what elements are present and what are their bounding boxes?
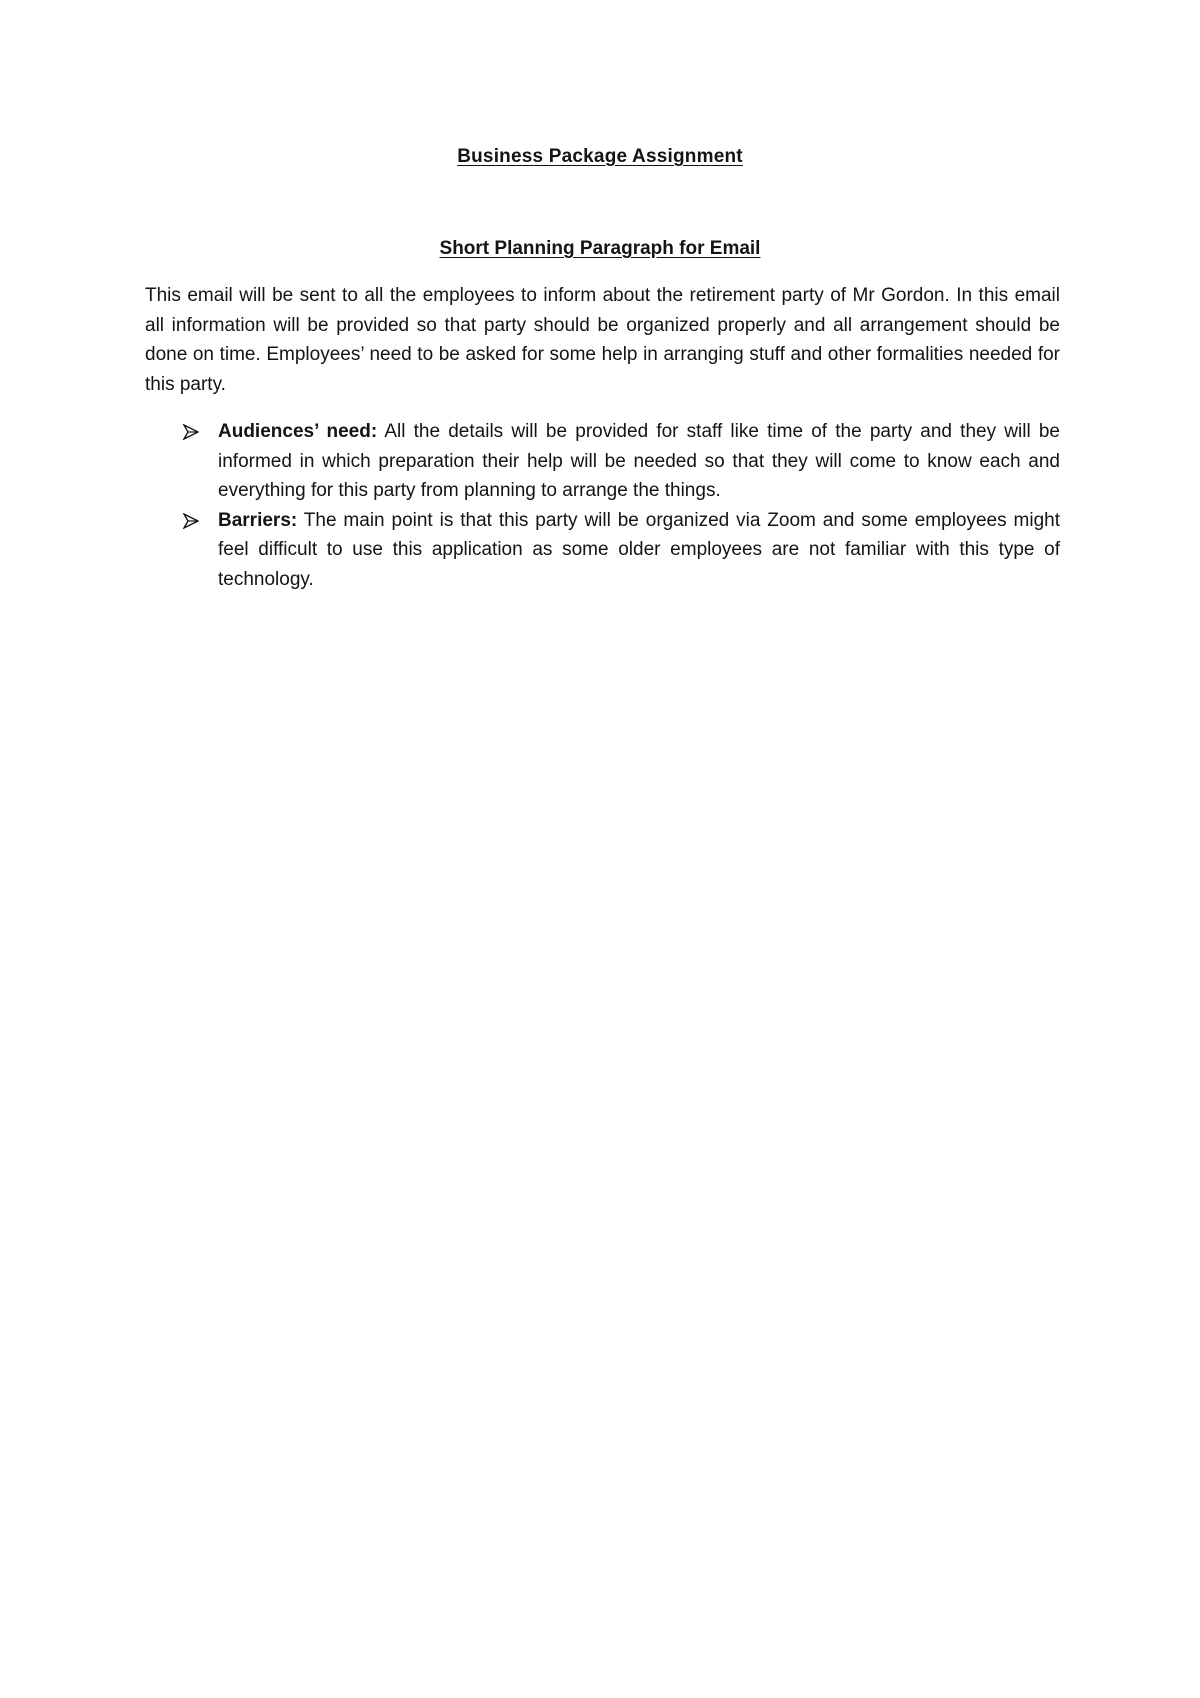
bullet-lead: Audiences’ need: [218, 421, 378, 442]
bullet-text: The main point is that this party will be organized via Zoom and some employees might feel difficult to use this application as some older employees are not familiar with this type of technology. [218, 509, 1060, 590]
arrowhead-bullet-icon [183, 424, 199, 440]
bullet-text: All the details will be provided for staff like time of the party and they will be informed in which preparation their help will be needed so that they will come to know each and everything for this party from planning to arrange the things. [218, 421, 1060, 501]
document-title: Business Package Assignment [457, 146, 743, 167]
arrowhead-bullet-icon [183, 513, 199, 529]
bullet-list [145, 417, 1060, 594]
bullet-lead: Barriers: [218, 509, 298, 531]
bullet-item-barriers [145, 506, 1060, 595]
section-heading: Short Planning Paragraph for Email [439, 238, 761, 259]
bullet-item-audiences-need [145, 417, 1060, 506]
intro-paragraph: This email will be sent to all the employees to inform about the retirement party of Mr Gordon. In this email all information will be provided so that party should be organized properly and all arrangement should be done on time. Employees’ need to be asked for some help in arranging stuff and other formalities needed for this party. [145, 285, 1060, 395]
